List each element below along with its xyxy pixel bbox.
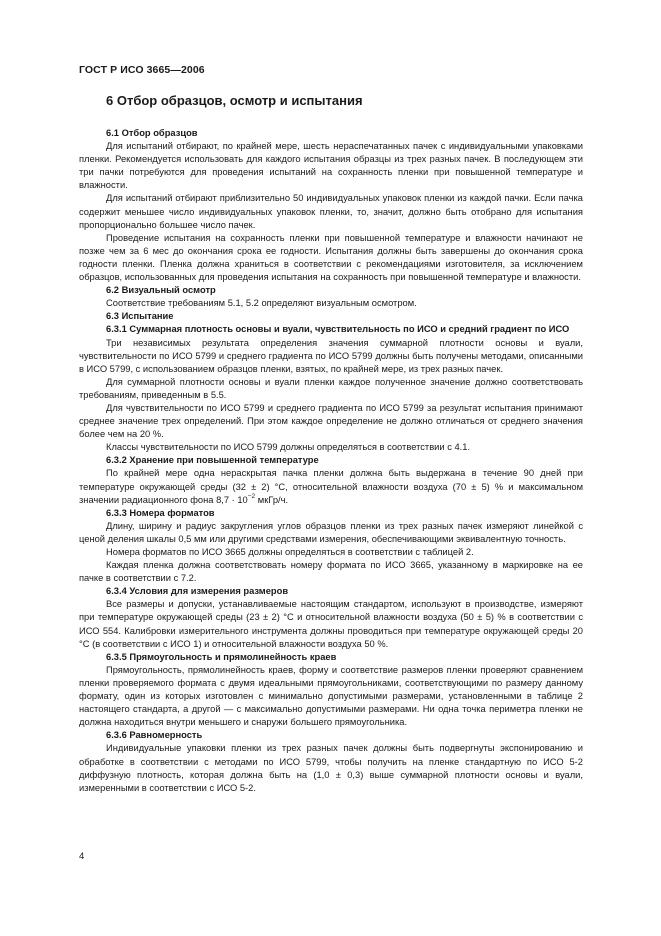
paragraph: Каждая пленка должна соответствовать номеру формата по ИСО 3665, указанному в маркировке на ее пачке в соответствии с 7.2. — [79, 560, 583, 584]
paragraph: Для испытаний отбирают приблизительно 50 индивидуальных упаковок пленки из каждой пачки. Если пачка содержит меньшее число индивидуальных упаковок пленки, то, значит, должно быть отобрано для испытания пропорционально большее число пачек. — [79, 193, 583, 230]
subsection-heading: 6.3.1 Суммарная плотность основы и вуали, чувствительность по ИСО и средний градиент по ИСО — [106, 324, 570, 335]
document-body — [79, 125, 583, 795]
subsection-heading: 6.3.3 Номера форматов — [106, 507, 215, 518]
subsection-heading: 6.1 Отбор образцов — [106, 128, 198, 138]
paragraph: Прямоугольность, прямолинейность краев, форму и соответствие размеров пленки проверяют сравнением пленки проверяемого формата с двумя идеальными прямоугольниками, соответствующими по размеру данному формату, один из которых изготовлен с минимально допустимыми размерами, установленными в таблице 2 настоящего стандарта, а другой — с максимально допустимыми размерами. Ни одна точка периметра пленки не должна находиться внутри меньшего и снаружи большего прямоугольника. — [79, 664, 583, 728]
paragraph: Классы чувствительности по ИСО 5799 должны определяться в соответствии с 4.1. — [106, 442, 471, 453]
paragraph: Для испытаний отбирают, по крайней мере, шесть нераспечатанных пачек с индивидуальными упаковками пленки. Рекомендуется использовать для каждого испытания образцы из трех разных пачек. В последующем эти три пачки потребуются для проведения испытаний на сохранность пленки при повышенной температуре и влажности. — [79, 141, 583, 191]
subsection-heading: 6.3.6 Равномерность — [106, 730, 203, 741]
paragraph: Номера форматов по ИСО 3665 должны определяться в соответствии с таблицей 2. — [106, 547, 474, 557]
superscript: −2 — [247, 492, 256, 500]
paragraph-text: мкГр/ч. — [255, 494, 289, 505]
paragraph: Проведение испытания на сохранность пленки при повышенной температуре и влажности начинают не позже чем за 6 мес до окончания срока ее годности. Испытания должны быть завершены до окончания срока годности пленки. Пленка должна храниться в соответствии с рекомендациями изготовителя, за исключением образцов, использованных для проведения испытания на сохранность при повышенной температуре и влажности. — [79, 232, 583, 283]
page-number: 4 — [79, 851, 85, 862]
paragraph: Три независимых результата определения значения суммарной плотности основы и вуали, чувствительности по ИСО 5799 и среднего градиента по ИСО 5799 должны быть получены методами, описанными в ИСО 5799, с использованием образцов пленки, взятых, по крайней мере, из трех разных пачек. — [79, 337, 583, 374]
subsection-heading: 6.3 Испытание — [106, 311, 174, 322]
paragraph: Для чувствительности по ИСО 5799 и среднего градиента по ИСО 5799 за результат испытания принимают среднее значение трех определений. При этом каждое определение не должно отличаться от среднего значения более чем на 20 %. — [79, 402, 583, 440]
paragraph: Соответствие требованиям 5.1, 5.2 определяют визуальным осмотром. — [106, 298, 417, 309]
subsection-heading: 6.3.5 Прямоугольность и прямолинейность краев — [106, 651, 337, 662]
subsection-heading: 6.3.4 Условия для измерения размеров — [106, 586, 289, 597]
paragraph: Индивидуальные упаковки пленки из трех разных пачек должны быть подвергнуты экспонированию и обработке в соответствии с методами по ИСО 5799, чтобы получить на пленке стандартную по ИСО 5-2 диффузную плотность, которая должна быть на (1,0 ± 0,3) выше суммарной плотности основы и вуали, измеренными в соответствии с ИСО 5-2. — [79, 743, 583, 793]
paragraph: Для суммарной плотности основы и вуали пленки каждое полученное значение должно соответствовать требованиям, приведенным в 5.5. — [79, 376, 583, 400]
paragraph — [79, 467, 583, 506]
subsection-heading: 6.2 Визуальный осмотр — [106, 285, 216, 296]
paragraph: Все размеры и допуски, устанавливаемые настоящим стандартом, используют в производстве, измеряют при температуре окружающей среды (23 ± 2) °С и относительной влажности воздуха (50 ± 5) % в соответствии с ИСО 554. Калибровки измерительного инструмента должны проводиться при температуре окружающей среды 20 °С (в соответствии с ИСО 1) и относительной влажности воздуха 50 %. — [79, 599, 583, 649]
section-title: 6 Отбор образцов, осмотр и испытания — [106, 93, 363, 108]
paragraph: Длину, ширину и радиус закругления углов образцов пленки из трех разных пачек измеряют линейкой с ценой деления шкалы 0,5 мм или другими средствами измерения, обеспечивающими эквивалентную точность. — [79, 520, 583, 544]
paragraph-text: По крайней мере одна нераскрытая пачка пленки должна быть выдержана в течение 90 дней при температуре окружающей среды (32 ± 2) °С, относительной влажности воздуха (70 ± 5) % и максимальном значении радиационного фона 8,7 · 10 — [79, 468, 583, 505]
subsection-heading: 6.3.2 Хранение при повышенной температуре — [106, 455, 319, 466]
document-header: ГОСТ Р ИСО 3665—2006 — [79, 64, 205, 76]
